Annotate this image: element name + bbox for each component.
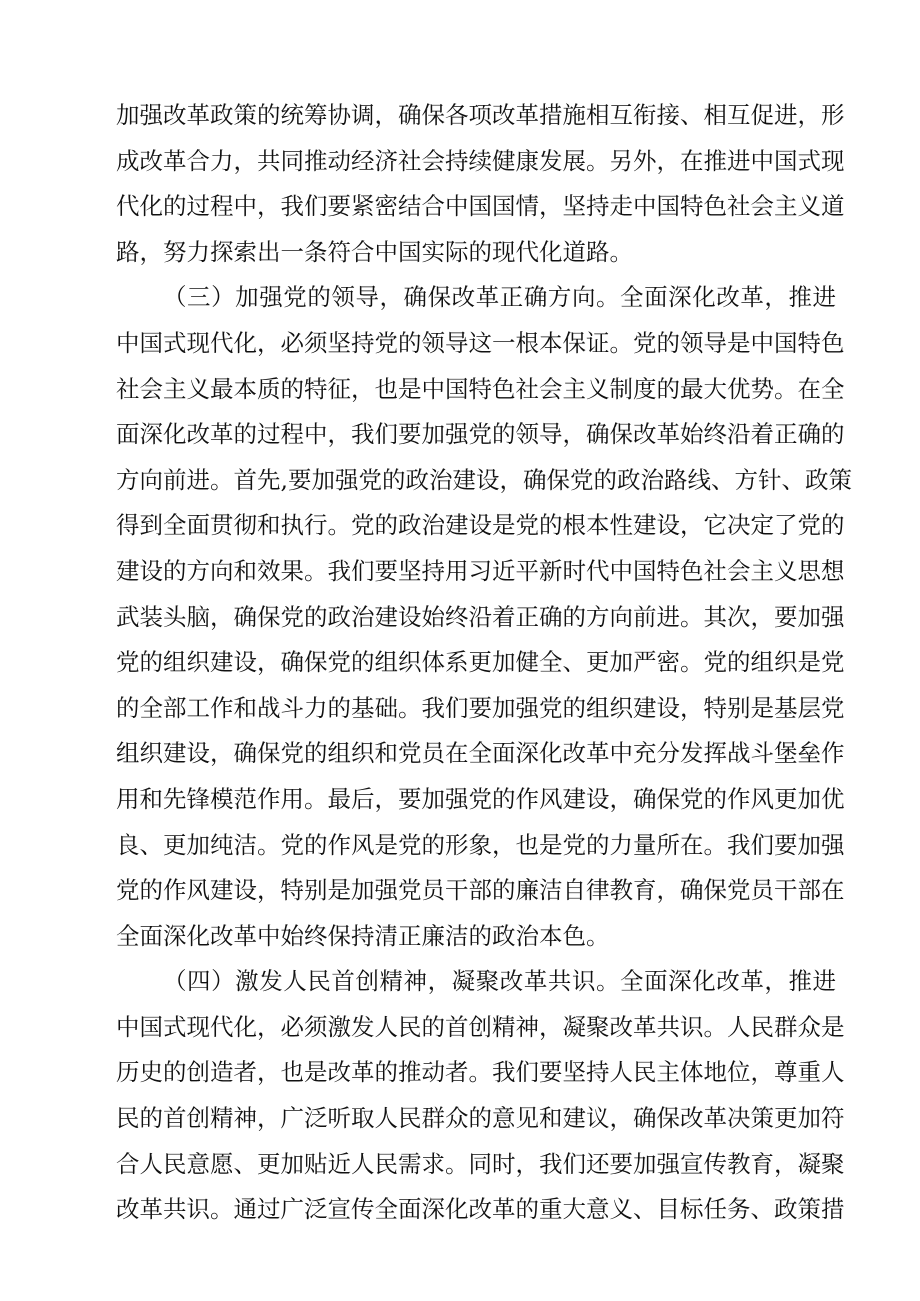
text-line: 用和先锋模范作用。最后，要加强党的作风建设，确保党的作风更加优 xyxy=(116,784,845,813)
section-heading-line: （四）激发人民首创精神，凝聚改革共识。全面深化改革，推进 xyxy=(163,967,836,996)
text-line: 加强改革政策的统筹协调，确保各项改革措施相互衔接、相互促进，形 xyxy=(116,101,845,129)
text-line: 组织建设，确保党的组织和党员在全面深化改革中充分发挥战斗堡垒作 xyxy=(116,739,845,768)
text-line: 的全部工作和战斗力的基础。我们要加强党的组织建设，特别是基层党 xyxy=(116,693,845,722)
text-line: 改革共识。通过广泛宣传全面深化改革的重大意义、目标任务、政策措 xyxy=(116,1195,845,1224)
text-line: 武装头脑，确保党的政治建设始终沿着正确的方向前进。其次，要加强 xyxy=(116,602,845,631)
body-text xyxy=(116,93,852,1233)
text-line: 社会主义最本质的特征，也是中国特色社会主义制度的最大优势。在全 xyxy=(116,374,845,403)
text-line: 成改革合力，共同推动经济社会持续健康发展。另外，在推进中国式现 xyxy=(116,146,845,175)
text-line: 代化的过程中，我们要紧密结合中国国情，坚持走中国特色社会主义道 xyxy=(116,192,845,221)
text-line: 面深化改革的过程中，我们要加强党的领导，确保改革始终沿着正确的 xyxy=(116,420,845,449)
text-line: 全面深化改革中始终保持清正廉洁的政治本色。 xyxy=(116,921,610,950)
text-line: 路，努力探索出一条符合中国实际的现代化道路。 xyxy=(116,237,633,266)
text-line: 建设的方向和效果。我们要坚持用习近平新时代中国特色社会主义思想 xyxy=(116,556,845,585)
text-line: 党的作风建设，特别是加强党员干部的廉洁自律教育，确保党员干部在 xyxy=(116,876,845,905)
text-line: 方向前进。首先,要加强党的政治建设，确保党的政治路线、方针、政策 xyxy=(116,465,852,494)
text-line: 民的首创精神，广泛听取人民群众的意见和建议，确保改革决策更加符 xyxy=(116,1104,845,1133)
text-line: 合人民意愿、更加贴近人民需求。同时，我们还要加强宣传教育，凝聚 xyxy=(116,1149,845,1178)
text-line: 中国式现代化，必须坚持党的领导这一根本保证。党的领导是中国特色 xyxy=(116,328,845,357)
text-line: 党的组织建设，确保党的组织体系更加健全、更加严密。党的组织是党 xyxy=(116,648,845,677)
text-line: 中国式现代化，必须激发人民的首创精神，凝聚改革共识。人民群众是 xyxy=(116,1012,845,1041)
text-line: 历史的创造者，也是改革的推动者。我们要坚持人民主体地位，尊重人 xyxy=(116,1058,845,1087)
text-line: 良、更加纯洁。党的作风是党的形象，也是党的力量所在。我们要加强 xyxy=(116,830,845,859)
section-heading-line: （三）加强党的领导，确保改革正确方向。全面深化改革，推进 xyxy=(163,283,836,312)
text-line: 得到全面贯彻和执行。党的政治建设是党的根本性建设，它决定了党的 xyxy=(116,511,845,540)
